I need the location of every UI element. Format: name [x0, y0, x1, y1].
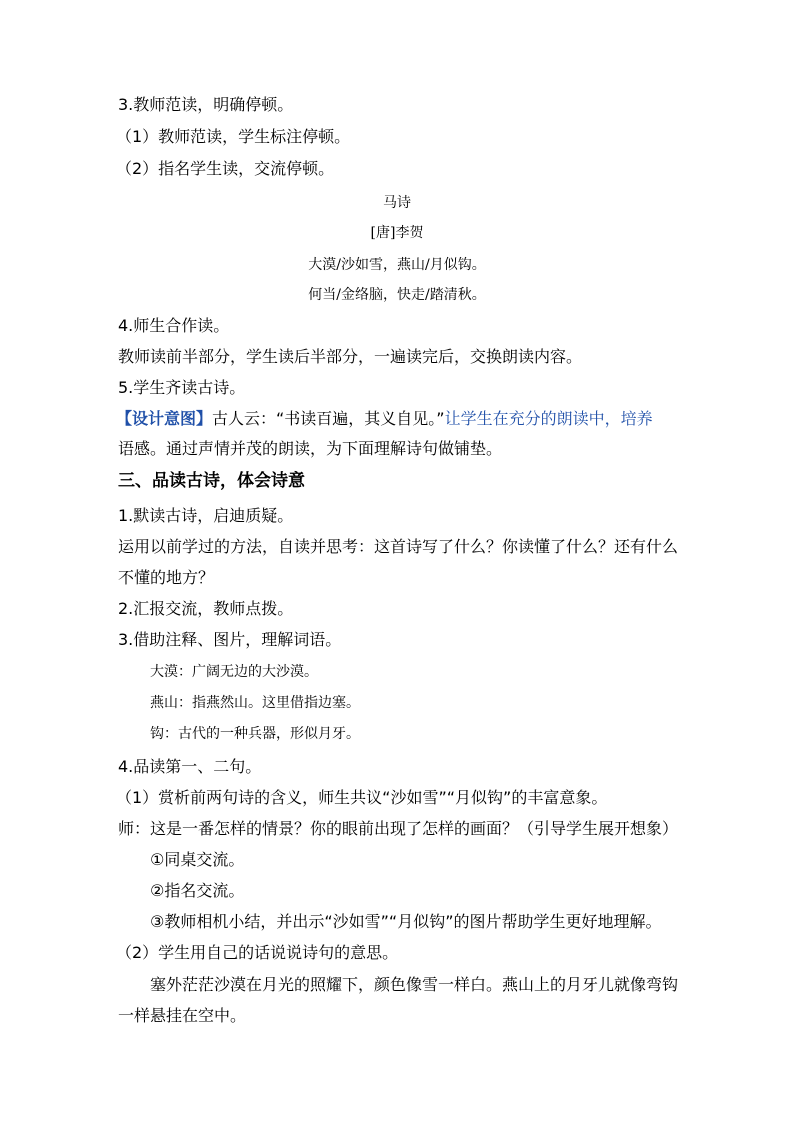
design-intent-quote: 古人云：“书读百遍，其义自见。”	[212, 409, 445, 428]
gloss-gou: 钩：古代的一种兵器，形似月牙。	[150, 726, 360, 742]
step-1-body-line-2: 不懂的地方？	[118, 568, 215, 587]
step-1-body-line-1: 运用以前学过的方法，自读并思考：这首诗写了什么？你读懂了什么？还有什么	[118, 537, 679, 556]
teacher-question: 师：这是一番怎样的情景？你的眼前出现了怎样的画面？（引导学生展开想象）	[118, 819, 679, 838]
paraphrase-line-2: 一样悬挂在空中。	[118, 1006, 247, 1025]
step-4b-title: 4.品读第一、二句。	[118, 757, 262, 776]
step-5-title: 5.学生齐读古诗。	[118, 378, 246, 397]
poem-line-1: 大漠/沙如雪，燕山/月似钩。	[308, 257, 486, 273]
design-intent-continuation: 语感。通过声情并茂的朗读，为下面理解诗句做铺垫。	[118, 439, 503, 458]
paraphrase-line-1: 塞外茫茫沙漠在月光的照耀下，颜色像雪一样白。燕山上的月牙儿就像弯钩	[150, 975, 679, 994]
poem-title: 马诗	[383, 195, 411, 211]
step-4b-item-2: （2）学生用自己的话说说诗句的意思。	[116, 943, 399, 962]
step-4b-item-1: （1）赏析前两句诗的含义，师生共议“沙如雪”“月似钩”的丰富意象。	[116, 788, 608, 807]
step-3b-title: 3.借助注释、图片，理解词语。	[118, 630, 342, 649]
gloss-damo: 大漠：广阔无边的大沙漠。	[150, 664, 318, 680]
step-4-title: 4.师生合作读。	[118, 316, 230, 335]
poem-author: [唐]李贺	[370, 225, 424, 241]
sub-item-1: ①同桌交流。	[150, 850, 245, 869]
design-intent-accent: 让学生在充分的朗读中，培养	[444, 409, 653, 428]
step-4-body: 教师读前半部分，学生读后半部分，一遍读完后，交换朗读内容。	[118, 347, 583, 366]
poem-line-2: 何当/金络脑，快走/踏清秋。	[308, 287, 486, 303]
step-2-title: 2.汇报交流，教师点拨。	[118, 599, 294, 618]
design-intent-line	[116, 408, 653, 430]
step-1-title: 1.默读古诗，启迪质疑。	[118, 506, 294, 525]
step-3-item-2: （2）指名学生读，交流停顿。	[116, 159, 335, 178]
step-3-item-1: （1）教师范读，学生标注停顿。	[116, 127, 351, 146]
step-3-title: 3.教师范读，明确停顿。	[118, 95, 294, 114]
sub-item-3: ③教师相机小结，并出示“沙如雪”“月似钩”的图片帮助学生更好地理解。	[150, 912, 662, 931]
design-intent-tag: 【设计意图】	[116, 409, 213, 428]
section-heading: 三、品读古诗，体会诗意	[118, 471, 305, 491]
sub-item-2: ②指名交流。	[150, 881, 245, 900]
gloss-yanshan: 燕山：指燕然山。这里借指边塞。	[150, 695, 360, 711]
